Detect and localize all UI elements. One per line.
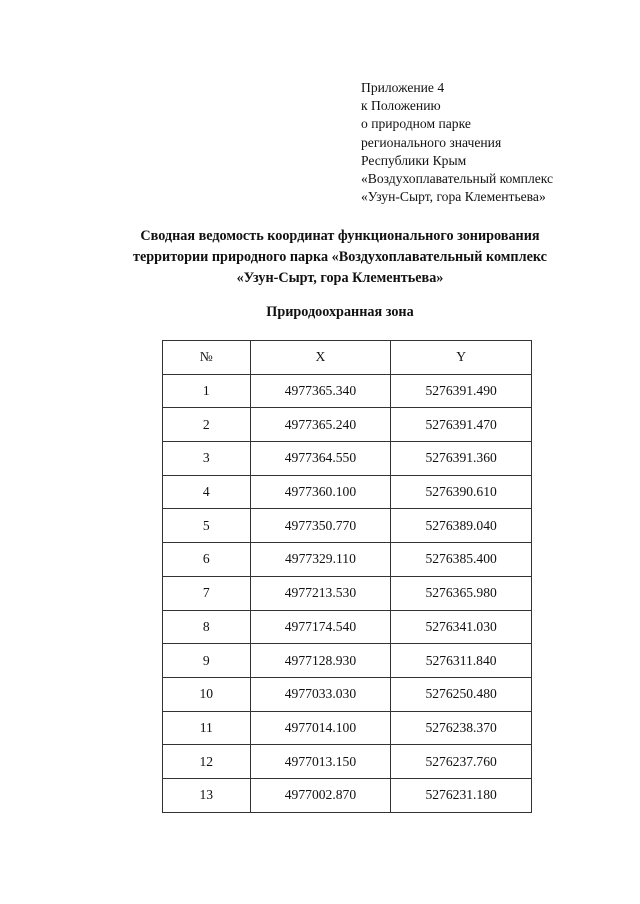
cell-x: 4977213.530 — [250, 576, 391, 610]
cell-y: 5276391.360 — [391, 442, 532, 476]
cell-y: 5276250.480 — [391, 677, 532, 711]
title-line: «Узун-Сырт, гора Клементьева» — [236, 270, 444, 286]
zone-heading: Природоохранная зона — [266, 304, 414, 320]
table-row — [163, 442, 532, 476]
appendix-line: к Положению — [361, 98, 441, 114]
header-y: Y — [391, 341, 532, 375]
cell-number: 10 — [163, 677, 251, 711]
table-row — [163, 543, 532, 577]
appendix-line: о природном парке — [361, 116, 471, 132]
document-title — [60, 226, 620, 289]
cell-y: 5276231.180 — [391, 778, 532, 812]
header-number: № — [163, 341, 251, 375]
table-header-row — [163, 341, 532, 375]
cell-number: 3 — [163, 442, 251, 476]
cell-y: 5276389.040 — [391, 509, 532, 543]
cell-x: 4977174.540 — [250, 610, 391, 644]
appendix-line: Приложение 4 — [361, 80, 445, 95]
table-row — [163, 778, 532, 812]
cell-y: 5276390.610 — [391, 475, 532, 509]
cell-x: 4977002.870 — [250, 778, 391, 812]
cell-number: 13 — [163, 778, 251, 812]
cell-number: 2 — [163, 408, 251, 442]
table-row — [163, 509, 532, 543]
cell-x: 4977360.100 — [250, 475, 391, 509]
cell-x: 4977033.030 — [250, 677, 391, 711]
coordinates-table — [162, 340, 532, 813]
cell-x: 4977013.150 — [250, 745, 391, 779]
cell-y: 5276365.980 — [391, 576, 532, 610]
cell-y: 5276237.760 — [391, 745, 532, 779]
table-row — [163, 576, 532, 610]
table-row — [163, 677, 532, 711]
table-row — [163, 374, 532, 408]
cell-x: 4977014.100 — [250, 711, 391, 745]
appendix-line: «Узун-Сырт, гора Клементьева» — [361, 189, 546, 205]
table-row — [163, 711, 532, 745]
cell-number: 6 — [163, 543, 251, 577]
table-row — [163, 610, 532, 644]
cell-number: 4 — [163, 475, 251, 509]
cell-x: 4977365.240 — [250, 408, 391, 442]
cell-number: 7 — [163, 576, 251, 610]
cell-number: 8 — [163, 610, 251, 644]
cell-x: 4977365.340 — [250, 374, 391, 408]
appendix-line: «Воздухоплавательный комплекс — [361, 171, 554, 187]
table-row — [163, 475, 532, 509]
appendix-header — [361, 79, 631, 206]
appendix-line: регионального значения — [361, 134, 502, 150]
cell-x: 4977364.550 — [250, 442, 391, 476]
cell-number: 11 — [163, 711, 251, 745]
appendix-line: Республики Крым — [361, 152, 467, 168]
cell-y: 5276238.370 — [391, 711, 532, 745]
cell-y: 5276391.470 — [391, 408, 532, 442]
cell-y: 5276311.840 — [391, 644, 532, 678]
cell-y: 5276385.400 — [391, 543, 532, 577]
table-row — [163, 408, 532, 442]
cell-x: 4977350.770 — [250, 509, 391, 543]
cell-x: 4977128.930 — [250, 644, 391, 678]
cell-y: 5276341.030 — [391, 610, 532, 644]
cell-number: 5 — [163, 509, 251, 543]
cell-number: 9 — [163, 644, 251, 678]
cell-number: 12 — [163, 745, 251, 779]
title-line: территории природного парка «Воздухоплавательный комплекс — [133, 249, 547, 265]
header-x: X — [250, 341, 391, 375]
cell-x: 4977329.110 — [250, 543, 391, 577]
table-row — [163, 644, 532, 678]
cell-y: 5276391.490 — [391, 374, 532, 408]
title-line: Сводная ведомость координат функционального зонирования — [140, 228, 540, 244]
table-row — [163, 745, 532, 779]
cell-number: 1 — [163, 374, 251, 408]
